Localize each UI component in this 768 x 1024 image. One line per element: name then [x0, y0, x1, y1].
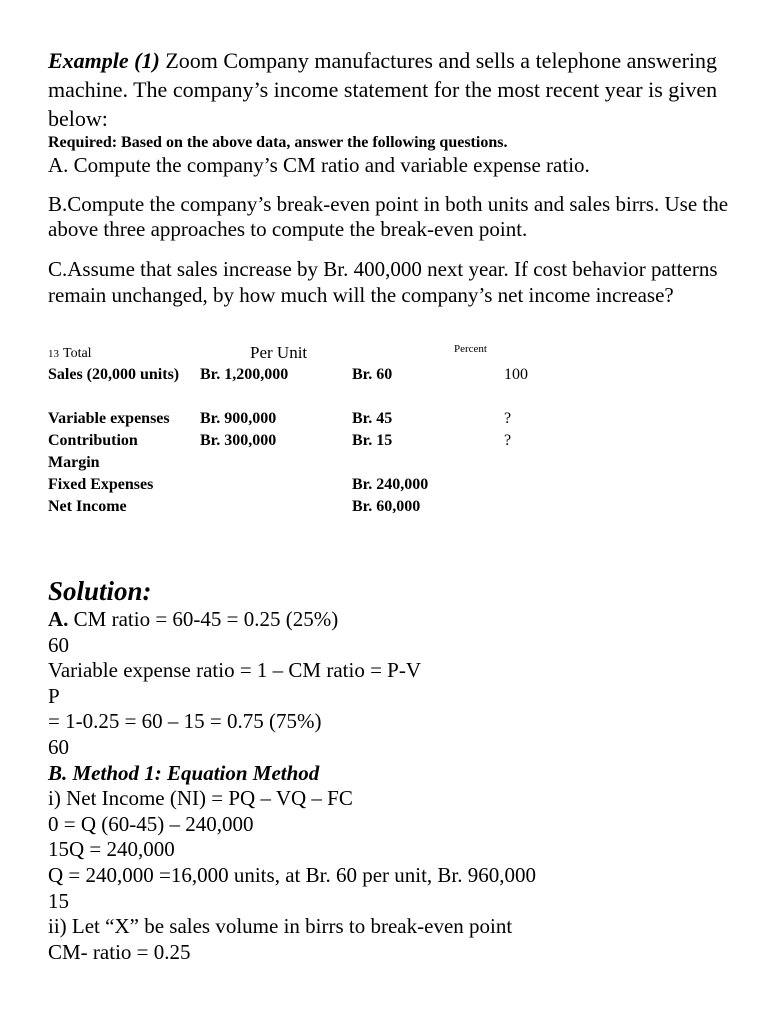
row-variable-label: Variable expenses [48, 410, 170, 427]
row-contribution-total: Br. 300,000 [200, 432, 277, 449]
row-fixed-per-unit: Br. 240,000 [352, 476, 429, 493]
row-netincome-label: Net Income [48, 498, 127, 515]
method-line: 15Q = 240,000 [48, 837, 175, 862]
solution-line: P [48, 683, 60, 708]
income-statement-table [48, 338, 738, 523]
row-sales-per-unit: Br. 60 [352, 366, 393, 383]
row-netincome-per-unit: Br. 60,000 [352, 498, 421, 515]
row-prefix: 13 [48, 348, 59, 360]
table-header-percent: Percent [454, 343, 487, 355]
solution-line-a [48, 607, 738, 633]
row-contribution-percent: ? [504, 432, 512, 449]
header-total-label: Total [63, 346, 92, 361]
example-paragraph [48, 46, 738, 133]
row-sales-percent: 100 [504, 366, 528, 383]
required-line: Required: Based on the above data, answer the following questions. [48, 134, 508, 151]
solution-line: Variable expense ratio = 1 – CM ratio = P-V [48, 658, 422, 683]
row-variable-per-unit: Br. 45 [352, 410, 393, 427]
row-sales-total: Br. 1,200,000 [200, 366, 289, 383]
method-line: i) Net Income (NI) = PQ – VQ – FC [48, 786, 353, 811]
solution-line-text: CM ratio = 60-45 = 0.25 (25%) [68, 607, 339, 631]
question-a: A. Compute the company’s CM ratio and variable expense ratio. [48, 153, 590, 177]
row-variable-percent: ? [504, 410, 512, 427]
solution-heading: Solution: [48, 576, 152, 606]
question-b: B.Compute the company’s break-even point in both units and sales birrs. Use the above three approaches to compute the break-even point. [48, 192, 729, 241]
method-line: 15 [48, 888, 69, 913]
method-line: 0 = Q (60-45) – 240,000 [48, 811, 254, 836]
row-contribution-label: Contribution Margin [48, 432, 138, 471]
row-variable-total: Br. 900,000 [200, 410, 277, 427]
solution-a-label: A. [48, 607, 69, 631]
question-c: C.Assume that sales increase by Br. 400,000 next year. If cost behavior patterns remain unchanged, by how much will the company’s net income increase? [48, 257, 718, 307]
method-heading: B. Method 1: Equation Method [48, 760, 320, 785]
example-intro: Zoom Company manufactures and sells a telephone answering machine. The company’s income statement for the most recent year is given below: [48, 48, 718, 131]
document-page [48, 46, 738, 965]
table-header-per-unit: Per Unit [250, 343, 308, 362]
method-line: ii) Let “X” be sales volume in birrs to break-even point [48, 914, 513, 939]
row-contribution-per-unit: Br. 15 [352, 432, 393, 449]
row-sales-label: Sales (20,000 units) [48, 366, 180, 383]
method-line: Q = 240,000 =16,000 units, at Br. 60 per unit, Br. 960,000 [48, 862, 537, 887]
method-line: CM- ratio = 0.25 [48, 939, 191, 964]
solution-line: = 1-0.25 = 60 – 15 = 0.75 (75%) [48, 709, 322, 734]
row-fixed-label: Fixed Expenses [48, 476, 154, 493]
solution-line: 60 [48, 632, 69, 657]
solution-line: 60 [48, 734, 69, 759]
example-label: Example (1) [48, 48, 160, 73]
table-header-total [48, 342, 92, 365]
